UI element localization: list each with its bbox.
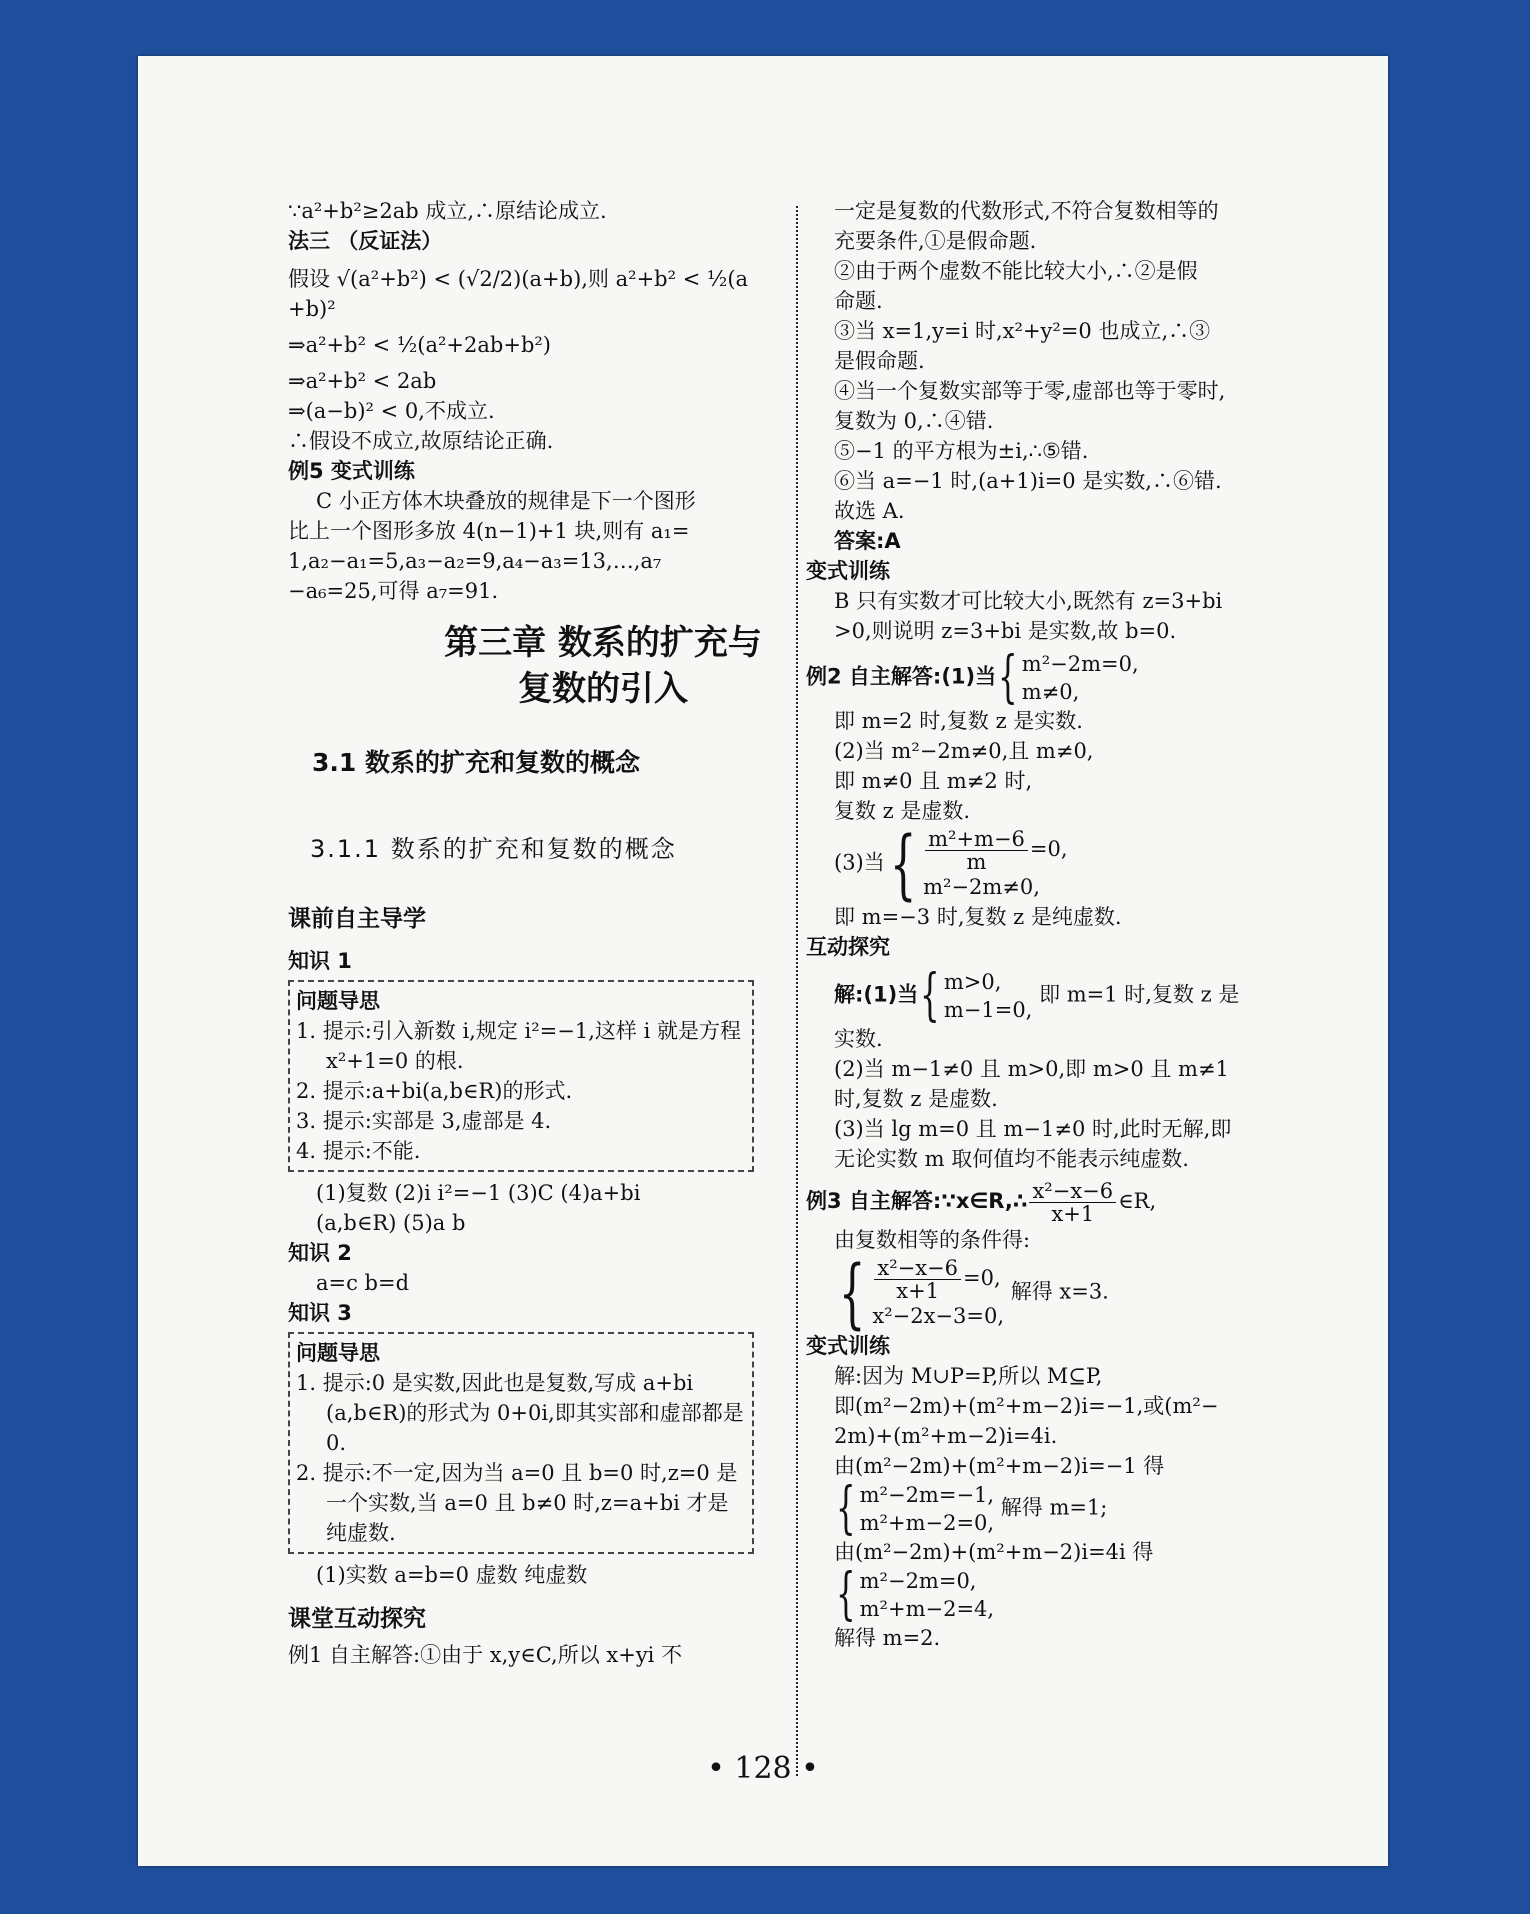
text-line: 1,a₂−a₁=5,a₃−a₂=9,a₄−a₃=13,…,a₇ (288, 549, 662, 573)
text-line: 命题. (834, 289, 883, 313)
text-fragment: 即 m=1 时,复数 z 是 (1039, 982, 1240, 1007)
text-line: 由复数相等的条件得: (834, 1228, 1031, 1252)
text-line: 无论实数 m 取何值均不能表示纯虚数. (834, 1147, 1189, 1171)
box-title: 问题导思 (296, 989, 380, 1013)
text-line: 即 m≠0 且 m≠2 时, (834, 769, 1033, 793)
brace: { (836, 1476, 856, 1541)
text-line: (3)当 lg m=0 且 m−1≠0 时,此时无解,即 (834, 1117, 1232, 1141)
system-line (872, 1257, 1004, 1302)
text-line: 复数为 0,∴④错. (834, 409, 994, 433)
text-line: 2m)+(m²+m−2)i=4i. (834, 1424, 1058, 1448)
text-line: 由(m²−2m)+(m²+m−2)i=4i 得 (834, 1540, 1154, 1564)
text-fragment: 解得 x=3. (1010, 1279, 1109, 1304)
text-line: B 只有实数才可比较大小,既然有 z=3+bi (834, 589, 1223, 613)
system-line: x²−2x−3=0, (872, 1303, 1005, 1328)
fraction (874, 1257, 961, 1302)
hint-item: 4. 提示:不能. (296, 1139, 421, 1163)
system-lines (872, 1257, 1004, 1330)
equation-system (806, 819, 1446, 908)
brace: { (836, 1562, 856, 1627)
text-line: 即(m²−2m)+(m²+m−2)i=−1,或(m²− (834, 1394, 1219, 1418)
text-line: 实数. (834, 1027, 883, 1051)
part-heading: 课堂互动探究 (288, 1606, 426, 1632)
hint-item: 2. 提示:不一定,因为当 a=0 且 b=0 时,z=0 是一个实数,当 a=0 且 b≠0 时,z=a+bi 才是纯虚数. (296, 1461, 738, 1545)
system-line: m²+m−2=4, (859, 1597, 995, 1621)
text-line: 假设 √(a²+b²) < (√2/2)(a+b),则 a²+b² < ½(a (288, 267, 749, 291)
text-line: ③当 x=1,y=i 时,x²+y²=0 也成立,∴③ (834, 319, 1211, 343)
equation-system (806, 963, 1446, 1028)
denominator: x+1 (896, 1278, 940, 1303)
text-line: 由(m²−2m)+(m²+m−2)i=−1 得 (834, 1454, 1165, 1478)
hint-item: 1. 提示:0 是实数,因此也是复数,写成 a+bi (a,b∈R)的形式为 0+0i,即其实部和虚部都是 0. (296, 1371, 744, 1455)
section-title: 3.1 数系的扩充和复数的概念 (312, 748, 640, 777)
text-line: ⇒(a−b)² < 0,不成立. (288, 399, 495, 423)
denominator: m (966, 849, 987, 874)
text-line: 即 m=−3 时,复数 z 是纯虚数. (834, 905, 1122, 929)
hint-item: 1. 提示:引入新数 i,规定 i²=−1,这样 i 就是方程 x²+1=0 的根. (296, 1019, 741, 1073)
system-prefix: (3)当 (834, 850, 885, 875)
fraction (925, 828, 1028, 873)
answer-label: 答案:A (834, 529, 901, 553)
text-line: ②由于两个虚数不能比较大小,∴②是假 (834, 259, 1198, 283)
solution-label: 解:(1)当 (834, 982, 919, 1007)
knowledge-label: 知识 2 (288, 1241, 352, 1265)
system-line (923, 828, 1067, 873)
system-line: m²−2m=0, (1021, 652, 1139, 676)
numerator: x²−x−6 (874, 1257, 961, 1280)
sub-heading: 变式训练 (806, 1334, 890, 1358)
text-fragment: 解得 m=1; (1000, 1495, 1108, 1520)
text-line: 即 m=2 时,复数 z 是实数. (834, 709, 1083, 733)
hint-box (288, 980, 754, 1172)
text-line: ④当一个复数实部等于零,虚部也等于零时, (834, 379, 1226, 403)
equals: =0, (963, 1265, 1001, 1290)
answer-line: a=c b=d (316, 1271, 410, 1295)
numerator: x²−x−6 (1029, 1180, 1116, 1203)
text-line: ⑤−1 的平方根为±i,∴⑤错. (834, 439, 1089, 463)
equation-system (806, 1562, 1446, 1627)
hint-box (288, 1332, 754, 1554)
system-line: m²−2m≠0, (923, 874, 1040, 899)
fraction (1029, 1180, 1116, 1225)
numerator: m²+m−6 (925, 828, 1028, 851)
brace: { (920, 963, 940, 1028)
box-title: 问题导思 (296, 1341, 380, 1365)
text-line: 例1 自主解答:①由于 x,y∈C,所以 x+yi 不 (288, 1643, 683, 1667)
sub-heading: 互动探究 (806, 935, 890, 959)
answer-line: (a,b∈R) (5)a b (316, 1211, 466, 1235)
text-line: 故选 A. (834, 499, 905, 523)
text-line: 比上一个图形多放 4(n−1)+1 块,则有 a₁= (288, 519, 690, 543)
system-line: m²−2m=−1, (859, 1483, 995, 1507)
sub-heading: 变式训练 (806, 559, 890, 583)
text-line: C 小正方体木块叠放的规律是下一个图形 (316, 489, 696, 513)
text-fragment: ∈R, (1118, 1189, 1157, 1213)
text-line: 复数 z 是虚数. (834, 799, 971, 823)
page-number: • 128 • (707, 1751, 819, 1786)
system-lines (860, 1481, 994, 1537)
brace: { (889, 819, 917, 908)
text-line: ∴假设不成立,故原结论正确. (288, 429, 554, 453)
denominator: x+1 (1051, 1202, 1095, 1226)
system-lines (1022, 650, 1139, 706)
knowledge-label: 知识 1 (288, 949, 352, 973)
system-line: m>0, (943, 970, 1002, 994)
chapter-title-line1: 第三章 数系的扩充与 (444, 623, 762, 663)
knowledge-label: 知识 3 (288, 1301, 352, 1325)
text-line: ⑥当 a=−1 时,(a+1)i=0 是实数,∴⑥错. (834, 469, 1222, 493)
equation-line (806, 1180, 1446, 1225)
system-line: m²−2m=0, (859, 1569, 977, 1593)
system-lines (923, 828, 1067, 901)
text-line: 时,复数 z 是虚数. (834, 1087, 998, 1111)
system-line: m≠0, (1021, 680, 1080, 704)
text-line: 一定是复数的代数形式,不符合复数相等的 (834, 199, 1219, 223)
right-column (806, 196, 1446, 1653)
example-label: 例3 自主解答:∵x∈R,∴ (806, 1189, 1028, 1213)
system-line: m²+m−2=0, (859, 1511, 995, 1535)
system-lines (860, 1567, 994, 1623)
equation-system (806, 645, 1446, 710)
text-line: 是假命题. (834, 349, 925, 373)
subsection-title: 3.1.1 数系的扩充和复数的概念 (310, 835, 677, 863)
chapter-title-line2: 复数的引入 (518, 669, 688, 709)
text-line: −a₆=25,可得 a₇=91. (288, 579, 499, 603)
brace: { (998, 645, 1018, 710)
example-heading: 例5 变式训练 (288, 459, 415, 483)
system-lines (944, 968, 1033, 1024)
text-line: ⇒a²+b² < ½(a²+2ab+b²) (288, 333, 551, 357)
method-heading: 法三 （反证法） (288, 229, 443, 253)
column-divider (796, 206, 798, 1776)
answer-line: (1)复数 (2)i i²=−1 (3)C (4)a+bi (316, 1181, 641, 1205)
brace: { (838, 1248, 866, 1337)
system-line: m−1=0, (943, 998, 1033, 1022)
part-heading: 课前自主导学 (288, 906, 426, 932)
equals: =0, (1029, 836, 1068, 861)
hint-item: 3. 提示:实部是 3,虚部是 4. (296, 1109, 552, 1133)
text-line: 解:因为 M∪P=P,所以 M⊆P, (834, 1364, 1103, 1388)
answer-line: (1)实数 a=b=0 虚数 纯虚数 (316, 1563, 588, 1587)
text-line: (2)当 m−1≠0 且 m>0,即 m>0 且 m≠1 (834, 1057, 1229, 1081)
example-label: 例2 自主解答:(1)当 (806, 664, 997, 689)
equation-system (806, 1248, 1446, 1337)
document-page (138, 56, 1388, 1866)
text-line: (2)当 m²−2m≠0,且 m≠0, (834, 739, 1094, 763)
hint-item: 2. 提示:a+bi(a,b∈R)的形式. (296, 1079, 573, 1103)
text-line: 充要条件,①是假命题. (834, 229, 1037, 253)
equation-system (806, 1476, 1446, 1541)
text-line: 解得 m=2. (834, 1626, 941, 1650)
text-line: +b)² (288, 297, 336, 321)
text-line: ∵a²+b²≥2ab 成立,∴原结论成立. (288, 199, 607, 223)
text-line: >0,则说明 z=3+bi 是实数,故 b=0. (834, 619, 1177, 643)
text-line: ⇒a²+b² < 2ab (288, 369, 437, 393)
